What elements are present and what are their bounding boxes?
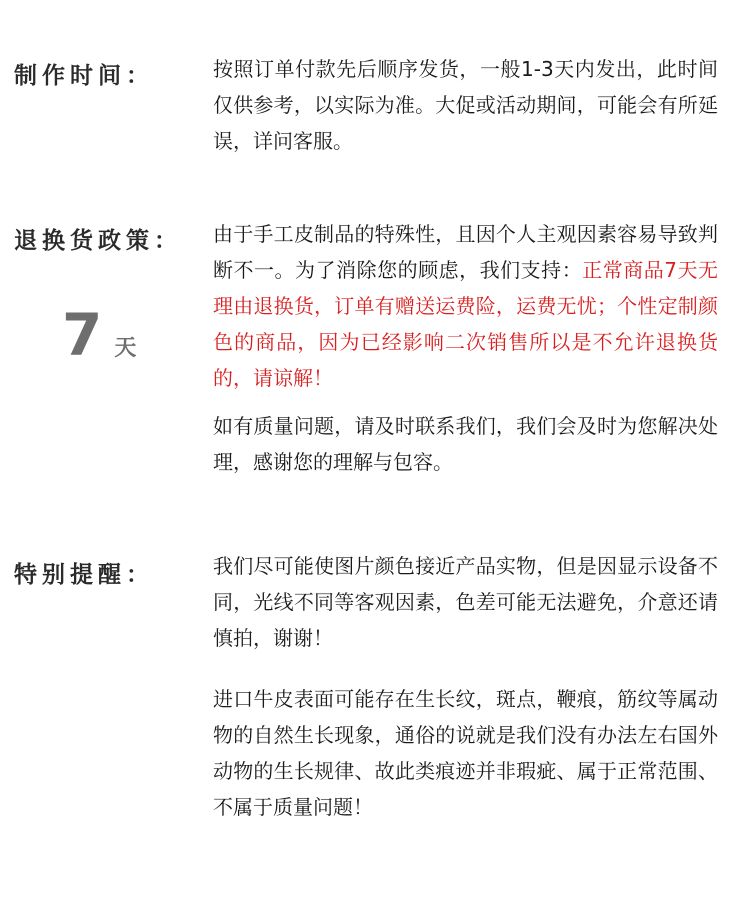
return-policy-highlight: 正常商品7天无理由退换货，订单有赠送运费险，运费无忧； xyxy=(213,258,718,318)
quality-issue-text: 如有质量问题，请及时联系我们，我们会及时为您解决处理，感谢您的理解与包容。 xyxy=(213,414,718,474)
return-days-number: 7 xyxy=(62,301,103,369)
reminder-label: 特别提醒： xyxy=(14,562,154,588)
return-policy-custom-note: 个性定制颜色的商品，因为已经影响二次销售所以是不允许退换货的，请谅解！ xyxy=(213,294,719,390)
reminder-leather-text: 进口牛皮表面可能存在生长纹，斑点，鞭痕，筋纹等属动物的自然生长现象，通俗的说就是我们没有办法左右国外动物的生长规律、故此类痕迹并非瑕疵、属于正常范围、不属于质量问题！ xyxy=(213,687,718,819)
reminder-color-text: 我们尽可能使图片颜色接近产品实物，但是因显示设备不同，光线不同等客观因素，色差可能无法避免，介意还请慎拍，谢谢！ xyxy=(213,554,718,650)
return-policy-label: 退换货政策： xyxy=(14,228,182,254)
production-time-label: 制作时间： xyxy=(14,63,154,89)
return-days-unit: 天 xyxy=(114,336,137,361)
return-days-badge xyxy=(62,301,137,369)
production-time-text: 按照订单付款先后顺序发货，一般1-3天内发出，此时间仅供参考，以实际为准。大促或活动期间，可能会有所延误，详问客服。 xyxy=(213,57,718,153)
return-policy-text xyxy=(213,216,718,396)
return-policy-text-intro: 由于手工皮制品的特殊性，且因个人主观因素容易导致判断不一。为了消除您的顾虑，我们支持： xyxy=(213,222,718,282)
